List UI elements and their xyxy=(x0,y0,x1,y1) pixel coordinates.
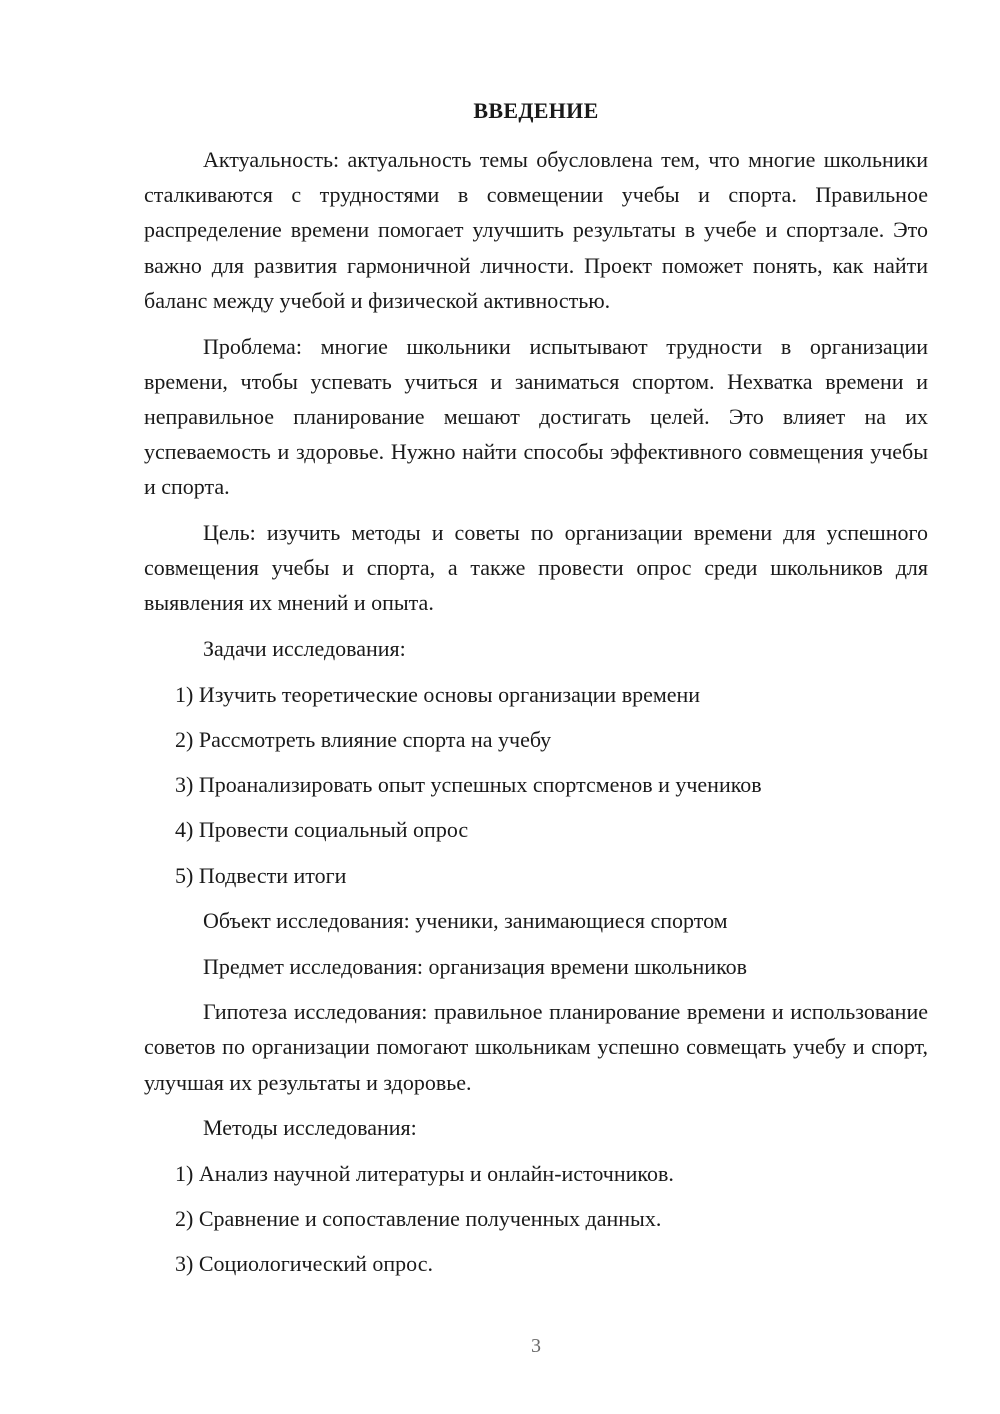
object-paragraph: Объект исследования: ученики, занимающиеся спортом xyxy=(203,907,728,933)
list-item-text: Рассмотреть влияние спорта на учебу xyxy=(198,727,552,753)
document-page xyxy=(144,0,928,1414)
list-item-number: 4) xyxy=(175,817,194,843)
hypothesis-paragraph: Гипотеза исследования: правильное планирование времени и использование советов по организации помогают школьникам успешно совмещать учебу и спорт, улучшая их результаты и здоровье. xyxy=(144,999,928,1095)
introduction-body xyxy=(144,142,928,1292)
list-item-text: Анализ научной литературы и онлайн-источников. xyxy=(198,1161,674,1187)
list-item xyxy=(144,1246,928,1281)
relevance-paragraph: Актуальность: актуальность темы обусловлена тем, что многие школьники сталкиваются с трудностями в совмещении учебы и спорта. Правильное распределение времени помогает улучшить результаты в учебе и спортзале. Это важно для развития гармоничной личности. Проект поможет понять, как найти баланс между учебой и физической активностью. xyxy=(144,147,928,313)
list-item-number: 1) xyxy=(175,681,194,707)
list-item xyxy=(144,1201,928,1236)
list-item xyxy=(144,767,928,802)
list-item-text: Социологический опрос. xyxy=(198,1251,433,1277)
list-item xyxy=(144,677,928,712)
list-item-number: 5) xyxy=(175,862,194,888)
list-item-text: Изучить теоретические основы организации времени xyxy=(198,681,701,707)
tasks-title: Задачи исследования: xyxy=(203,636,406,662)
list-item-text: Провести социальный опрос xyxy=(198,817,469,843)
list-item-number: 1) xyxy=(175,1161,194,1187)
list-item-number: 3) xyxy=(175,1251,194,1277)
tasks-list xyxy=(144,677,928,893)
section-heading: ВВЕДЕНИЕ xyxy=(473,98,599,123)
problem-paragraph: Проблема: многие школьники испытывают трудности в организации времени, чтобы успевать учиться и заниматься спортом. Нехватка времени и неправильное планирование мешают достигать целей. Это влияет на их успеваемость и здоровье. Нужно найти способы эффективного совмещения учебы и спорта. xyxy=(144,333,928,500)
list-item xyxy=(144,1156,928,1191)
list-item xyxy=(144,858,928,893)
list-item-text: Проанализировать опыт успешных спортсменов и учеников xyxy=(198,772,762,798)
methods-list xyxy=(144,1156,928,1282)
list-item xyxy=(144,812,928,847)
methods-title: Методы исследования: xyxy=(203,1115,417,1141)
goal-paragraph: Цель: изучить методы и советы по организации времени для успешного совмещения учебы и спорта, а также провести опрос среди школьников для выявления их мнений и опыта. xyxy=(144,520,928,616)
list-item-text: Подвести итоги xyxy=(198,862,347,888)
subject-paragraph: Предмет исследования: организация времени школьников xyxy=(203,953,748,979)
list-item-text: Сравнение и сопоставление полученных данных. xyxy=(198,1206,662,1232)
list-item-number: 2) xyxy=(175,727,194,753)
list-item xyxy=(144,722,928,757)
page-number: 3 xyxy=(531,1335,541,1357)
list-item-number: 2) xyxy=(175,1206,194,1232)
list-item-number: 3) xyxy=(175,772,194,798)
